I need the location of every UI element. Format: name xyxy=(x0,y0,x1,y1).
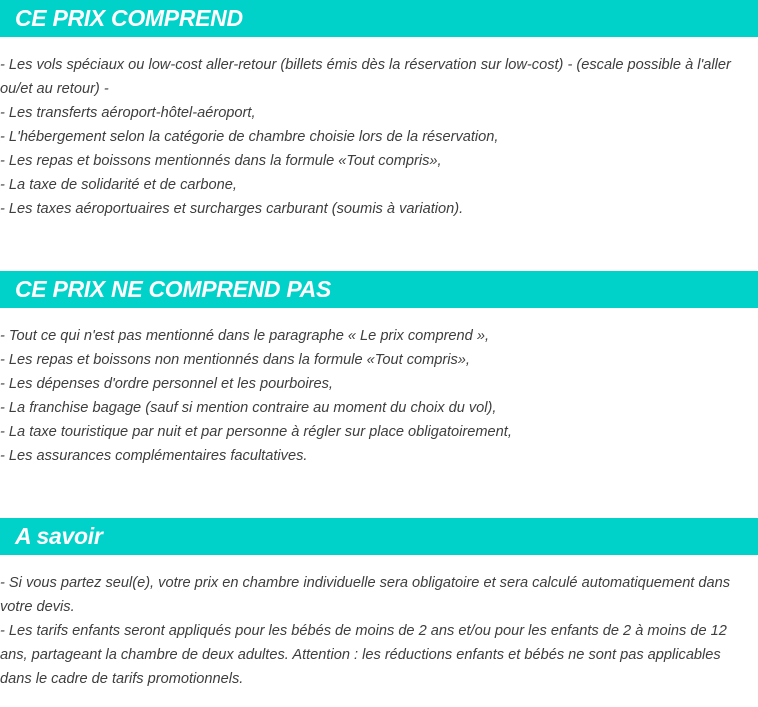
section-header-price-excludes xyxy=(0,271,758,308)
section-header-price-includes xyxy=(0,0,758,37)
good-to-know-list xyxy=(0,571,752,691)
section-title: CE PRIX COMPREND xyxy=(15,5,243,31)
list-item: - Les assurances complémentaires facultatives. xyxy=(0,448,308,464)
list-item: - Les vols spéciaux ou low-cost aller-retour (billets émis dès la réservation sur low-cost) - (escale possible à l'aller ou/et au retour) - xyxy=(0,57,731,97)
price-includes-list xyxy=(0,53,752,221)
list-item: - La taxe touristique par nuit et par personne à régler sur place obligatoirement, xyxy=(0,424,512,440)
price-excludes-list xyxy=(0,324,752,468)
list-item: - Les dépenses d'ordre personnel et les pourboires, xyxy=(0,376,333,392)
list-item: - La franchise bagage (sauf si mention contraire au moment du choix du vol), xyxy=(0,400,497,416)
list-item: - Les taxes aéroportuaires et surcharges carburant (soumis à variation). xyxy=(0,201,464,217)
section-header-good-to-know xyxy=(0,518,758,555)
list-item: - L'hébergement selon la catégorie de chambre choisie lors de la réservation, xyxy=(0,129,499,145)
section-title: A savoir xyxy=(15,523,103,549)
list-item: - Tout ce qui n'est pas mentionné dans le paragraphe « Le prix comprend », xyxy=(0,328,490,344)
list-item: - La taxe de solidarité et de carbone, xyxy=(0,177,237,193)
list-item: - Les repas et boissons non mentionnés dans la formule «Tout compris», xyxy=(0,352,470,368)
list-item: - Les tarifs enfants seront appliqués pour les bébés de moins de 2 ans et/ou pour les enfants de 2 à moins de 12 ans, partageant la chambre de deux adultes. Attention : les réductions enfants et bébés ne sont pas applicables dans le cadre de tarifs promotionnels. xyxy=(0,623,727,687)
list-item: - Les transferts aéroport-hôtel-aéroport, xyxy=(0,105,256,121)
list-item: - Si vous partez seul(e), votre prix en chambre individuelle sera obligatoire et sera calculé automatiquement dans votre devis. xyxy=(0,575,731,615)
list-item: - Les repas et boissons mentionnés dans la formule «Tout compris», xyxy=(0,153,442,169)
section-title: CE PRIX NE COMPREND PAS xyxy=(15,276,331,302)
